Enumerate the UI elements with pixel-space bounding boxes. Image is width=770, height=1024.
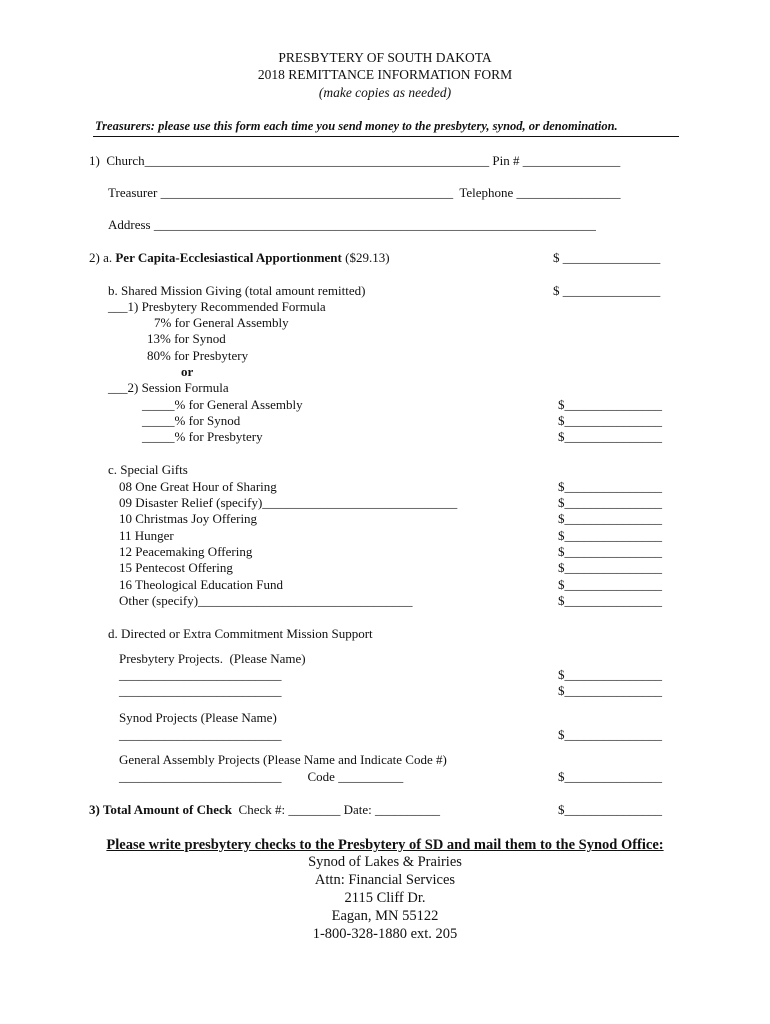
- formula-or: or: [181, 364, 194, 379]
- header-divider: [93, 136, 679, 137]
- synod-street: 2115 Cliff Dr.: [344, 890, 426, 906]
- form-org-title: PRESBYTERY OF SOUTH DAKOTA: [278, 50, 492, 65]
- gift-amount[interactable]: $_______________: [558, 511, 662, 526]
- presbytery-project-1-amount[interactable]: $_______________: [558, 667, 662, 682]
- gift-label[interactable]: 09 Disaster Relief (specify)______________________________: [119, 495, 458, 510]
- presbytery-project-2-field[interactable]: _________________________: [119, 683, 282, 698]
- total-check-label[interactable]: 3) Total Amount of Check Check #: ________ Date: __________: [89, 802, 441, 817]
- treasurer-instruction: Treasurers: please use this form each time you send money to the presbytery, synod, or denomination.: [95, 119, 618, 133]
- gift-label: 15 Pentecost Offering: [119, 560, 233, 575]
- special-gifts-label: c. Special Gifts: [108, 462, 188, 477]
- gift-label: 12 Peacemaking Offering: [119, 544, 253, 559]
- presbytery-project-2-amount[interactable]: $_______________: [558, 683, 662, 698]
- gift-amount[interactable]: $_______________: [558, 577, 662, 592]
- formula1-presbytery: 80% for Presbytery: [147, 348, 249, 363]
- treasurer-telephone-field[interactable]: Treasurer _____________________________________________ Telephone ________________: [108, 185, 621, 200]
- form-title: 2018 REMITTANCE INFORMATION FORM: [257, 67, 513, 82]
- formula2-ga-amount[interactable]: $_______________: [558, 397, 662, 412]
- gift-amount[interactable]: $_______________: [558, 560, 662, 575]
- form-subtitle: (make copies as needed): [318, 85, 452, 100]
- gift-amount[interactable]: $_______________: [558, 544, 662, 559]
- formula1-checkbox[interactable]: ___1) Presbytery Recommended Formula: [108, 299, 326, 314]
- ga-projects-label: General Assembly Projects (Please Name and Indicate Code #): [119, 752, 447, 767]
- presbytery-project-1-field[interactable]: _________________________: [119, 667, 282, 682]
- total-check-amount[interactable]: $_______________: [558, 802, 662, 817]
- gift-label: 11 Hunger: [119, 528, 174, 543]
- synod-attn: Attn: Financial Services: [314, 872, 456, 888]
- gift-label: 16 Theological Education Fund: [119, 577, 284, 592]
- shared-mission-amount[interactable]: $ _______________: [553, 283, 661, 298]
- formula1-synod: 13% for Synod: [147, 331, 226, 346]
- shared-mission-label: b. Shared Mission Giving (total amount remitted): [108, 283, 366, 298]
- synod-city: Eagan, MN 55122: [331, 908, 439, 924]
- formula2-synod[interactable]: _____% for Synod: [142, 413, 241, 428]
- synod-name: Synod of Lakes & Prairies: [308, 854, 462, 870]
- gift-label[interactable]: Other (specify)_________________________________: [119, 593, 413, 608]
- gift-amount[interactable]: $_______________: [558, 479, 662, 494]
- formula2-ga[interactable]: _____% for General Assembly: [142, 397, 303, 412]
- ga-project-amount[interactable]: $_______________: [558, 769, 662, 784]
- directed-mission-label: d. Directed or Extra Commitment Mission Support: [108, 626, 373, 641]
- mailing-instruction: Please write presbytery checks to the Presbytery of SD and mail them to the Synod Office:: [106, 837, 664, 853]
- formula2-presbytery[interactable]: _____% for Presbytery: [142, 429, 263, 444]
- synod-project-field[interactable]: _________________________: [119, 727, 282, 742]
- synod-phone: 1-800-328-1880 ext. 205: [312, 926, 458, 942]
- formula2-checkbox[interactable]: ___2) Session Formula: [108, 380, 229, 395]
- formula2-presbytery-amount[interactable]: $_______________: [558, 429, 662, 444]
- gift-label: 10 Christmas Joy Offering: [119, 511, 258, 526]
- church-pin-field[interactable]: 1) Church_____________________________________________________ Pin # _______________: [89, 153, 621, 168]
- synod-projects-label: Synod Projects (Please Name): [119, 710, 277, 725]
- per-capita-amount[interactable]: $ _______________: [553, 250, 661, 265]
- gift-amount[interactable]: $_______________: [558, 495, 662, 510]
- ga-project-code-field[interactable]: _________________________ Code __________: [119, 769, 404, 784]
- synod-project-amount[interactable]: $_______________: [558, 727, 662, 742]
- gift-amount[interactable]: $_______________: [558, 593, 662, 608]
- formula2-synod-amount[interactable]: $_______________: [558, 413, 662, 428]
- presbytery-projects-label: Presbytery Projects. (Please Name): [119, 651, 306, 666]
- per-capita-label: 2) a. Per Capita-Ecclesiastical Apportionment ($29.13): [89, 250, 390, 265]
- address-field[interactable]: Address ____________________________________________________________________: [108, 217, 596, 232]
- gift-label: 08 One Great Hour of Sharing: [119, 479, 277, 494]
- gift-amount[interactable]: $_______________: [558, 528, 662, 543]
- formula1-ga: 7% for General Assembly: [154, 315, 289, 330]
